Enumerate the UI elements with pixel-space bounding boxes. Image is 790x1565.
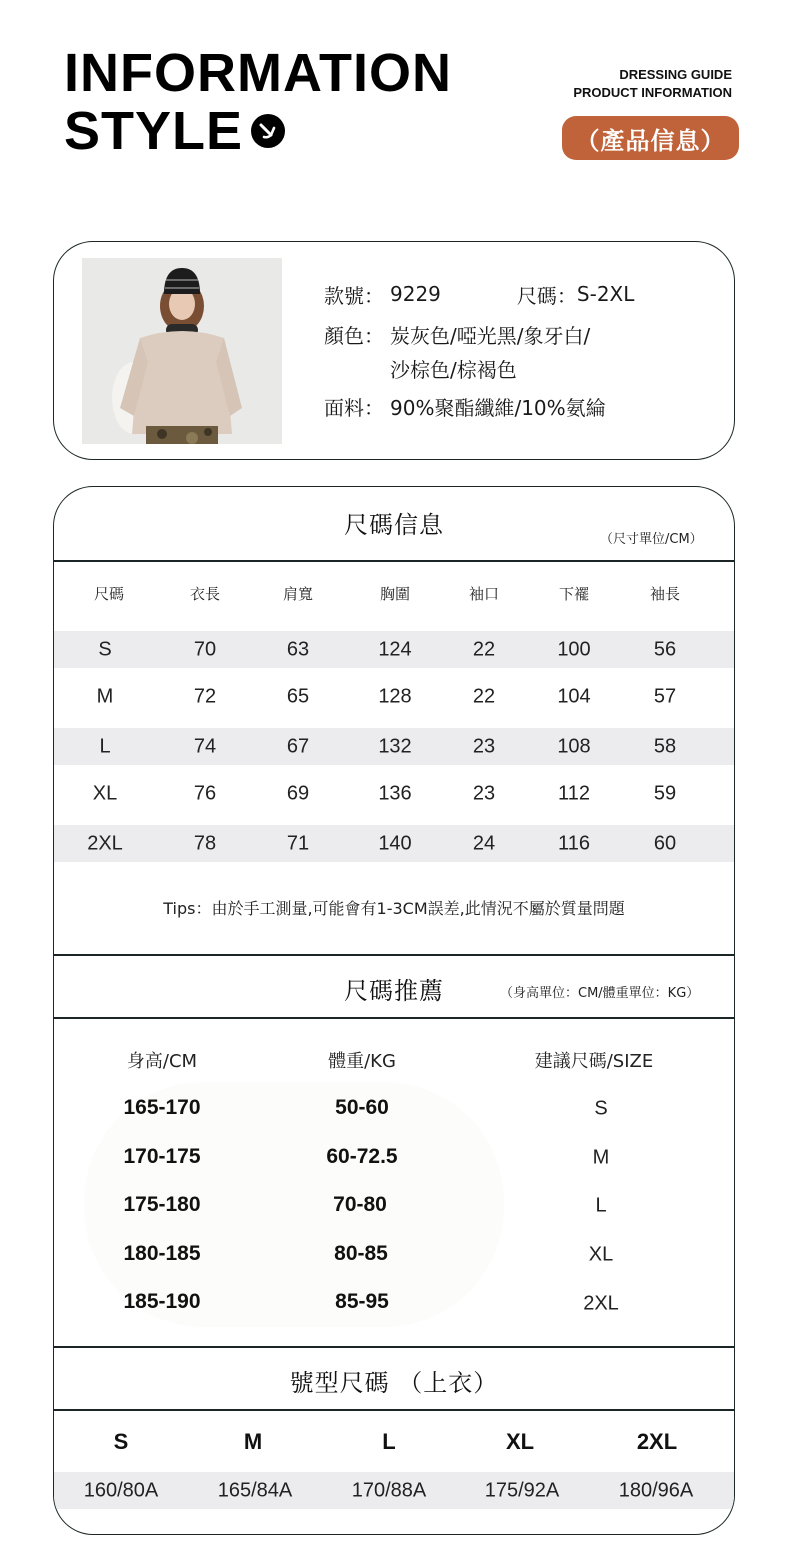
size-label: 尺碼：: [516, 283, 577, 308]
rec-height: 170-175: [123, 1145, 201, 1168]
title-line-1: INFORMATION: [64, 43, 452, 103]
divider: [54, 1346, 734, 1348]
col-header-sleeve: 袖長: [649, 585, 681, 603]
code-value: 170/88A: [351, 1479, 427, 1501]
rec-height: 185-190: [123, 1290, 201, 1313]
code-value: 175/92A: [484, 1479, 560, 1501]
code-value: 165/84A: [217, 1479, 293, 1501]
cell-cuff: 22: [472, 638, 496, 660]
model-image-icon: [82, 258, 282, 444]
rec-weight: 50-60: [335, 1096, 389, 1119]
rec-weight: 80-85: [334, 1242, 388, 1265]
guide-text: [573, 66, 732, 102]
rec-header-height: 身高/CM: [126, 1051, 198, 1072]
cell-cuff: 22: [472, 685, 496, 707]
code-value: 160/80A: [83, 1479, 159, 1501]
style-size-row: [324, 274, 634, 314]
table-row: [54, 775, 734, 812]
size-unit-note: （尺寸單位/CM）: [600, 532, 703, 547]
cell-hem: 100: [557, 638, 591, 660]
cell-chest: 132: [378, 735, 412, 757]
style-no-label: 款號：: [324, 283, 384, 308]
cell-sleeve: 58: [653, 735, 677, 757]
cell-sleeve: 59: [653, 782, 677, 804]
col-header-chest: 胸圍: [379, 585, 411, 603]
cell-chest: 140: [378, 832, 412, 854]
cell-sleeve: 57: [653, 685, 677, 707]
col-header-length: 衣長: [189, 585, 221, 603]
arrow-down-right-circle-icon: [251, 114, 285, 148]
cell-chest: 124: [378, 638, 412, 660]
colors-line-1: 炭灰色/啞光黑/象牙白/: [390, 323, 591, 348]
code-size-xl: XL: [505, 1429, 535, 1454]
cell-sleeve: 60: [653, 832, 677, 854]
rec-size: L: [595, 1194, 607, 1217]
table-row: [54, 728, 734, 765]
code-value: 180/96A: [618, 1479, 694, 1501]
product-info: [324, 274, 634, 426]
cell-cuff: 23: [472, 782, 496, 804]
rec-size: XL: [588, 1243, 614, 1266]
title-line-2: [64, 102, 452, 160]
colors-line-2: 沙棕色/棕褐色: [390, 357, 517, 382]
divider: [54, 1409, 734, 1411]
cell-size: L: [99, 735, 111, 757]
cell-size: S: [98, 638, 112, 660]
measurement-tips: Tips：由於手工測量,可能會有1-3CM誤差,此情況不屬於質量問題: [163, 899, 625, 918]
cell-length: 78: [193, 832, 217, 854]
col-header-shoulder: 肩寬: [282, 585, 314, 603]
color-row: [324, 314, 634, 354]
page-title: [64, 44, 452, 160]
size-card: [53, 486, 735, 1535]
cell-hem: 104: [557, 685, 591, 707]
cell-hem: 108: [557, 735, 591, 757]
fabric-row: [324, 386, 634, 426]
cell-size: 2XL: [87, 832, 123, 854]
rec-height: 175-180: [123, 1193, 201, 1216]
code-size-m: M: [243, 1429, 263, 1454]
product-info-badge: （產品信息）: [562, 116, 739, 160]
size-info-title: 尺碼信息: [344, 511, 444, 539]
code-size-s: S: [113, 1429, 129, 1454]
table-row: [54, 678, 734, 715]
color-row-cont: [324, 350, 634, 386]
cell-shoulder: 67: [286, 735, 310, 757]
col-header-hem: 下襬: [558, 585, 590, 603]
cell-shoulder: 65: [286, 685, 310, 707]
rec-height: 180-185: [123, 1242, 201, 1265]
rec-size: S: [594, 1097, 608, 1120]
cell-length: 72: [193, 685, 217, 707]
cell-cuff: 24: [472, 832, 496, 854]
fabric-label: 面料：: [324, 395, 384, 420]
cell-shoulder: 71: [286, 832, 310, 854]
style-no-value: 9229: [390, 282, 441, 306]
cell-length: 76: [193, 782, 217, 804]
cell-hem: 116: [558, 832, 590, 854]
table-row: [54, 631, 734, 668]
rec-height: 165-170: [123, 1096, 201, 1119]
cell-size: XL: [92, 782, 118, 804]
rec-size: 2XL: [583, 1292, 619, 1315]
cell-size: M: [96, 685, 114, 707]
divider: [54, 954, 734, 956]
rec-header-size: 建議尺碼/SIZE: [534, 1051, 654, 1072]
recommend-unit-note: （身高單位：CM/體重單位：KG）: [500, 986, 700, 1001]
rec-header-weight: 體重/KG: [328, 1051, 396, 1072]
product-card: [53, 241, 735, 460]
cell-sleeve: 56: [653, 638, 677, 660]
size-code-row: [54, 1472, 734, 1509]
cell-shoulder: 63: [286, 638, 310, 660]
code-size-2xl: 2XL: [636, 1429, 678, 1454]
cell-shoulder: 69: [286, 782, 310, 804]
size-recommend-title: 尺碼推薦: [344, 977, 444, 1005]
col-header-size: 尺碼: [93, 585, 125, 603]
divider: [54, 1017, 734, 1019]
rec-weight: 85-95: [335, 1290, 389, 1313]
size-range-value: S-2XL: [576, 282, 635, 306]
cell-hem: 112: [558, 782, 590, 804]
cell-cuff: 23: [472, 735, 496, 757]
table-row: [54, 825, 734, 862]
col-header-cuff: 袖口: [468, 585, 500, 603]
size-code-title: 號型尺碼 （上衣）: [289, 1369, 499, 1397]
cell-chest: 128: [378, 685, 412, 707]
rec-weight: 60-72.5: [326, 1145, 398, 1168]
cell-chest: 136: [378, 782, 412, 804]
cell-length: 70: [193, 638, 217, 660]
code-size-l: L: [382, 1429, 396, 1454]
rec-size: M: [592, 1146, 610, 1169]
product-photo: [82, 258, 282, 444]
fabric-value: 90%聚酯纖維/10%氨綸: [390, 395, 606, 420]
guide-line-1: DRESSING GUIDE: [619, 67, 732, 82]
rec-weight: 70-80: [333, 1193, 387, 1216]
guide-line-2: PRODUCT INFORMATION: [573, 85, 732, 100]
color-label: 顏色：: [324, 323, 384, 348]
divider: [54, 560, 734, 562]
cell-length: 74: [193, 735, 217, 757]
title-line-2-text: STYLE: [64, 101, 244, 161]
